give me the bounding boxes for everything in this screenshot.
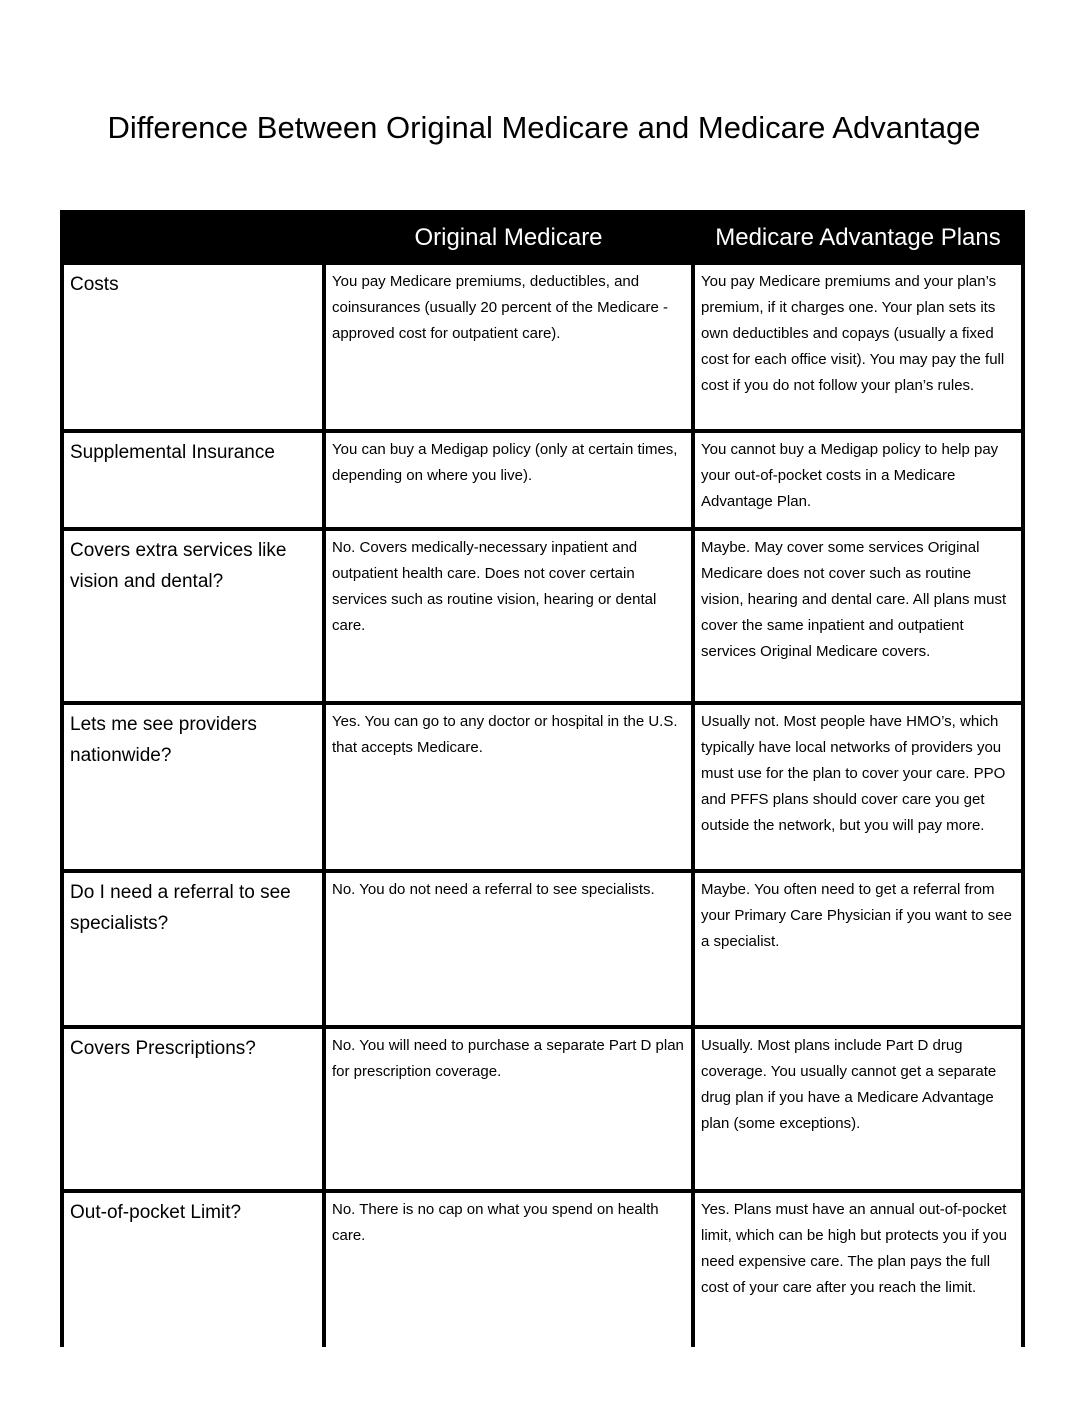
row-label-referral: Do I need a referral to see specialists? <box>64 873 322 1025</box>
table-row <box>64 433 1021 527</box>
original-cell: No. You will need to purchase a separate Part D plan for prescription coverage. <box>326 1029 691 1189</box>
advantage-cell: Usually not. Most people have HMO’s, which typically have local networks of providers you must use for the plan to cover your care. PPO and PFFS plans should cover care you get outside the network, but you will pay more. <box>695 705 1021 869</box>
row-label-out-of-pocket-limit: Out-of-pocket Limit? <box>64 1193 322 1353</box>
advantage-cell: You cannot buy a Medigap policy to help pay your out-of-pocket costs in a Medicare Advantage Plan. <box>695 433 1021 527</box>
table-header-row <box>64 214 1021 261</box>
advantage-cell: Usually. Most plans include Part D drug coverage. You usually cannot get a separate drug plan if you have a Medicare Advantage plan (some exceptions). <box>695 1029 1021 1189</box>
advantage-cell: Maybe. May cover some services Original Medicare does not cover such as routine vision, hearing and dental care. All plans must cover the same inpatient and outpatient services Original Medicare covers. <box>695 531 1021 701</box>
original-cell: No. There is no cap on what you spend on health care. <box>326 1193 691 1353</box>
original-cell: You can buy a Medigap policy (only at certain times, depending on where you live). <box>326 433 691 527</box>
table-row <box>64 705 1021 869</box>
row-label-supplemental-insurance: Supplemental Insurance <box>64 433 322 527</box>
advantage-cell: Yes. Plans must have an annual out-of-pocket limit, which can be high but protects you if you need expensive care. The plan pays the full cost of your care after you reach the limit. <box>695 1193 1021 1353</box>
comparison-table-frame <box>60 210 1025 1347</box>
header-original-medicare: Original Medicare <box>326 214 691 261</box>
header-blank <box>64 214 322 261</box>
comparison-table <box>60 210 1025 1357</box>
advantage-cell: You pay Medicare premiums and your plan’s premium, if it charges one. Your plan sets its own deductibles and copays (usually a fixed cost for each office visit). You may pay the full cost if you do not follow your plan’s rules. <box>695 265 1021 429</box>
advantage-cell: Maybe. You often need to get a referral from your Primary Care Physician if you want to see a specialist. <box>695 873 1021 1025</box>
original-cell: No. Covers medically-necessary inpatient and outpatient health care. Does not cover certain services such as routine vision, hearing or dental care. <box>326 531 691 701</box>
table-row <box>64 531 1021 701</box>
row-label-costs: Costs <box>64 265 322 429</box>
header-medicare-advantage: Medicare Advantage Plans <box>695 214 1021 261</box>
original-cell: No. You do not need a referral to see specialists. <box>326 873 691 1025</box>
row-label-providers-nationwide: Lets me see providers nationwide? <box>64 705 322 869</box>
page-title: Difference Between Original Medicare and Medicare Advantage <box>107 110 981 145</box>
row-label-extra-services: Covers extra services like vision and dental? <box>64 531 322 701</box>
original-cell: Yes. You can go to any doctor or hospital in the U.S. that accepts Medicare. <box>326 705 691 869</box>
original-cell: You pay Medicare premiums, deductibles, and coinsurances (usually 20 percent of the Medicare -approved cost for outpatient care). <box>326 265 691 429</box>
table-row <box>64 1193 1021 1353</box>
table-row <box>64 873 1021 1025</box>
row-label-prescriptions: Covers Prescriptions? <box>64 1029 322 1189</box>
table-row <box>64 1029 1021 1189</box>
table-row <box>64 265 1021 429</box>
